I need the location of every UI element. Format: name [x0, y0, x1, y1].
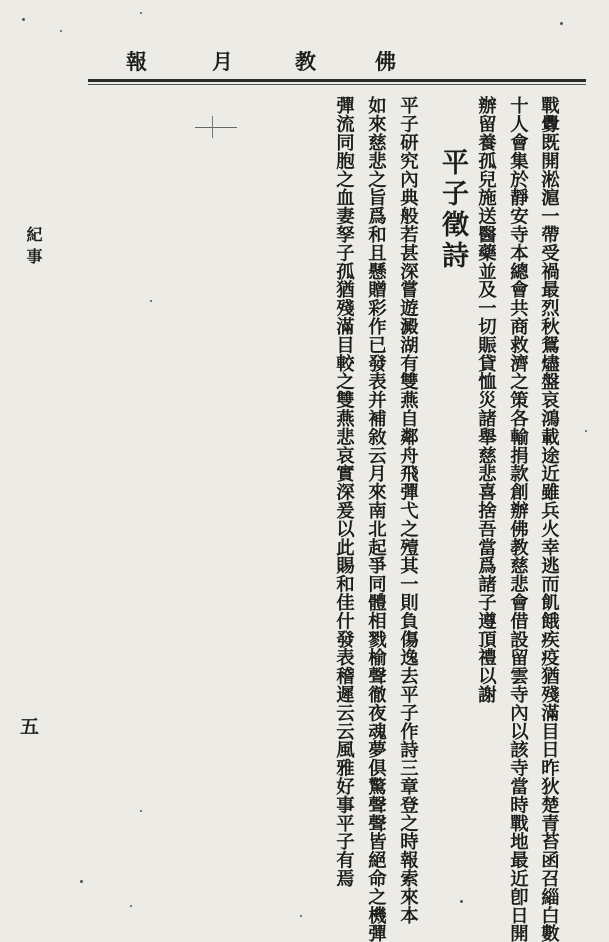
header-char-1: 佛	[375, 49, 396, 74]
running-header	[105, 46, 505, 76]
header-char-4: 報	[126, 49, 147, 74]
paper-speck	[60, 30, 62, 32]
article1-line-1: 戰釁既開淞滬一帶受禍最烈秋鴛燼盤哀鴻載途近雖兵火幸逃而飢餓疾疫猶殘滿目日昨狄楚青苔函召緇白數	[538, 96, 560, 942]
article2-line-2: 如來慈悲之旨爲和且懸贈彩作已發表并補敘云月來南北起爭同體相戮榆聲徹夜魂夢俱驚聲聲皆絕命之機彈	[365, 96, 387, 942]
print-mark	[212, 116, 213, 138]
paper-speck	[130, 905, 132, 907]
header-char-2: 教	[295, 49, 316, 74]
section-label: 紀事	[24, 226, 43, 270]
article2-line-3: 彈流同胞之血妻孥子孤猶殘滿目較之雙燕悲哀實深爰以此賜和佳什發表稽遲云云風雅好事平子有焉	[333, 96, 355, 888]
article1-line-2: 十人會集於靜安寺本總會共商救濟之策各輸捐款創辦佛教慈悲會借設留雲寺內以該寺當時戰地最近卽日開	[507, 96, 529, 942]
article2-line-1: 平子研究內典般若甚深嘗遊澱湖有雙燕自鄰舟飛彈弋之殪其一則負傷逸去平子作詩三章登之時報索來本	[397, 96, 419, 924]
article2-title: 平子徵詩	[437, 148, 468, 272]
article1-line-3: 辦留養孤兒施送醫藥並及一切賑貸恤災諸舉慈悲喜捨吾當爲諸子遵頂禮以謝	[475, 96, 497, 704]
print-mark	[195, 127, 237, 128]
paper-speck	[460, 900, 463, 903]
header-rule-thin	[88, 84, 586, 85]
paper-speck	[22, 18, 25, 21]
paper-speck	[150, 300, 152, 302]
paper-speck	[585, 430, 587, 432]
paper-speck	[300, 915, 302, 917]
header-rule	[88, 79, 586, 82]
header-char-3: 月	[212, 49, 233, 74]
paper-speck	[560, 22, 563, 25]
page-number: 五	[20, 716, 40, 738]
paper-speck	[140, 810, 142, 812]
paper-speck	[140, 12, 142, 14]
paper-speck	[80, 880, 83, 883]
